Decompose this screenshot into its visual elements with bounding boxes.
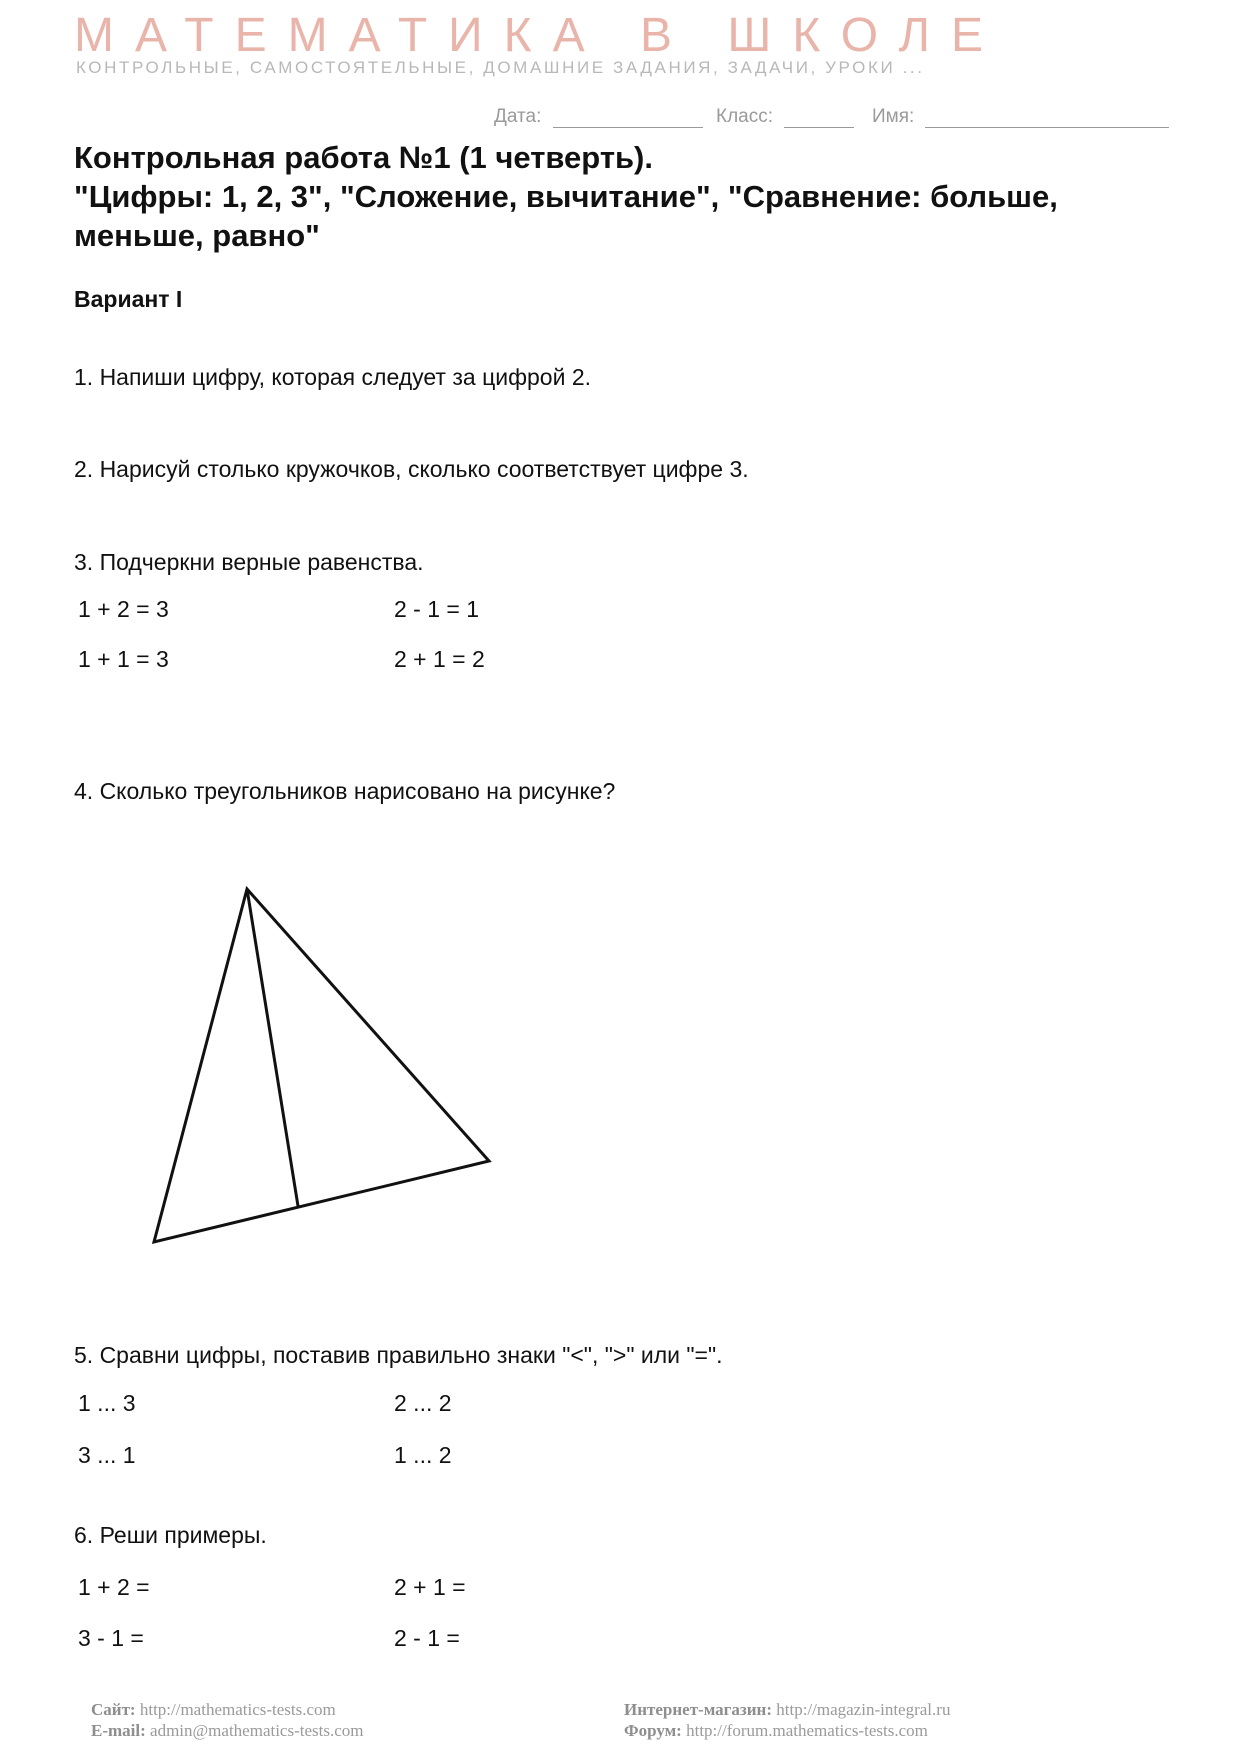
date-label: Дата: (494, 106, 542, 127)
task-3-equation[interactable]: 2 + 1 = 2 (394, 646, 485, 672)
task-3-equation[interactable]: 1 + 1 = 3 (78, 646, 169, 672)
outer-triangle (154, 889, 489, 1242)
footer-forum-label: Форум: (624, 1721, 682, 1740)
footer-forum-link[interactable]: http://forum.mathematics-tests.com (686, 1721, 928, 1740)
footer-shop-link[interactable]: http://magazin-integral.ru (776, 1700, 951, 1719)
task-6-text: 6. Реши примеры. (74, 1522, 267, 1548)
title-line-2: "Цифры: 1, 2, 3", "Сложение, вычитание", "Сравнение: больше, (74, 179, 1058, 214)
task-2-text: 2. Нарисуй столько кружочков, сколько соответствует цифре 3. (74, 456, 749, 482)
task-1-text: 1. Напиши цифру, которая следует за цифрой 2. (74, 364, 592, 390)
task-3-equation[interactable]: 1 + 2 = 3 (78, 596, 169, 622)
task-5-comparison[interactable]: 1 ... 3 (78, 1390, 136, 1416)
task-5-comparison[interactable]: 2 ... 2 (394, 1390, 452, 1416)
task-6-example[interactable]: 2 + 1 = (394, 1574, 466, 1600)
task-5-comparison[interactable]: 3 ... 1 (78, 1442, 136, 1468)
title-line-3: меньше, равно" (74, 218, 320, 253)
footer-email-link[interactable]: admin@mathematics-tests.com (150, 1721, 364, 1740)
footer-site (91, 1700, 336, 1720)
name-label: Имя: (872, 106, 915, 127)
footer-email-label: E-mail: (91, 1721, 146, 1740)
variant-label: Вариант I (74, 286, 183, 312)
footer-site-label: Сайт: (91, 1700, 136, 1719)
footer-shop (624, 1700, 950, 1720)
brand-subtitle: КОНТРОЛЬНЫЕ, САМОСТОЯТЕЛЬНЫЕ, ДОМАШНИЕ ЗАДАНИЯ, ЗАДАЧИ, УРОКИ ... (76, 58, 925, 77)
footer-forum (624, 1721, 928, 1741)
footer-site-link[interactable]: http://mathematics-tests.com (139, 1700, 336, 1719)
task-4-text: 4. Сколько треугольников нарисовано на рисунке? (74, 778, 616, 804)
title-line-1: Контрольная работа №1 (1 четверть). (74, 140, 653, 175)
class-label: Класс: (716, 106, 773, 127)
task-3-equation[interactable]: 2 - 1 = 1 (394, 596, 480, 622)
footer-shop-label: Интернет-магазин: (624, 1700, 772, 1719)
task-5-comparison[interactable]: 1 ... 2 (394, 1442, 452, 1468)
task-6-example[interactable]: 3 - 1 = (78, 1625, 144, 1651)
task-3-text: 3. Подчеркни верные равенства. (74, 549, 424, 575)
brand-title: МАТЕМАТИКА В ШКОЛЕ (74, 9, 1005, 62)
footer-email (91, 1721, 364, 1741)
task-6-example[interactable]: 2 - 1 = (394, 1625, 460, 1651)
task-6-example[interactable]: 1 + 2 = (78, 1574, 150, 1600)
task-5-text: 5. Сравни цифры, поставив правильно знаки "<", ">" или "=". (74, 1342, 723, 1368)
